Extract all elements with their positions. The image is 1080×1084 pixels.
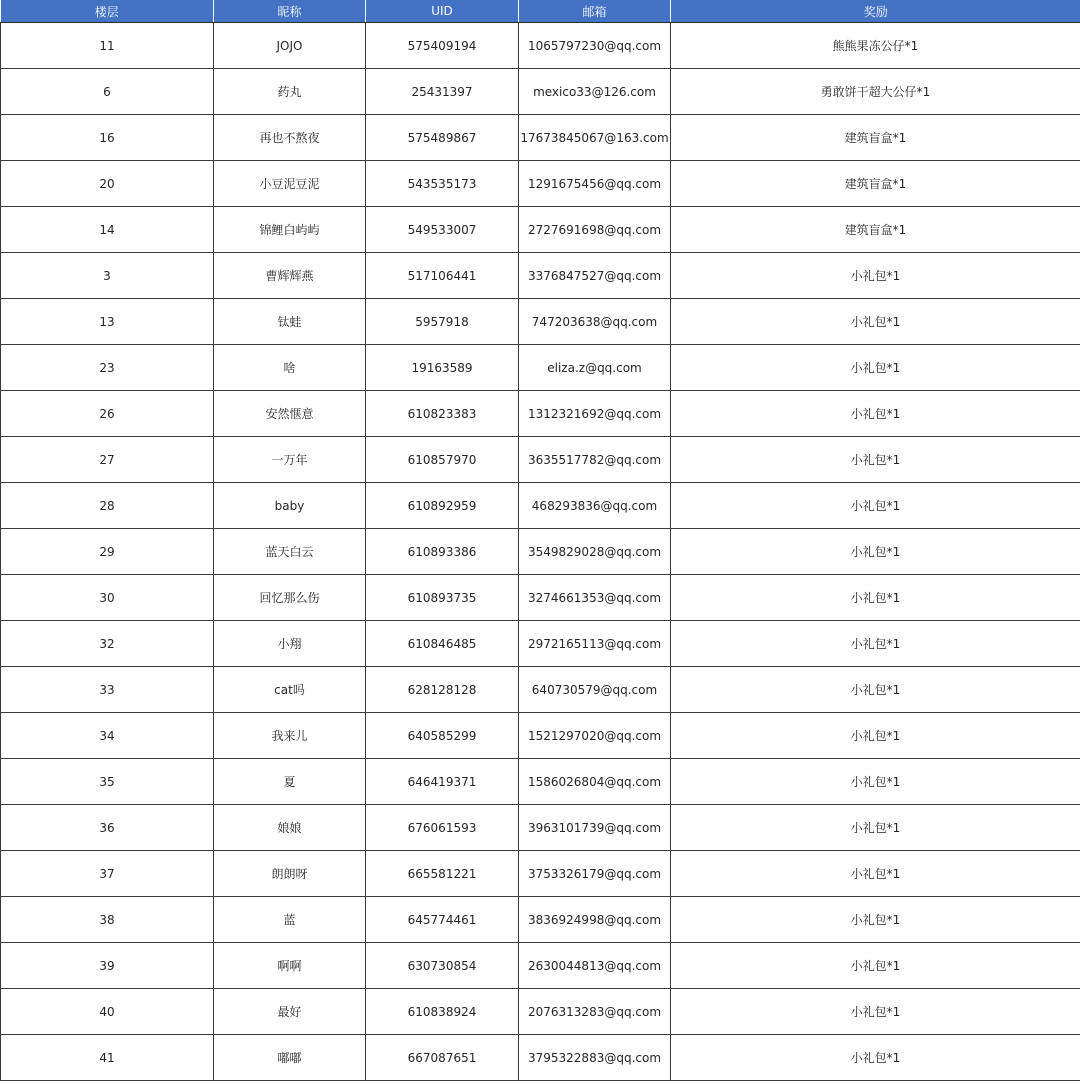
- uid-cell: 25431397: [366, 69, 519, 115]
- email-cell: 1521297020@qq.com: [519, 713, 671, 759]
- table-row: [1, 897, 1080, 943]
- table-body: [1, 23, 1080, 1081]
- email-cell: 747203638@qq.com: [519, 299, 671, 345]
- floor-cell: 33: [1, 667, 214, 713]
- floor-cell: 16: [1, 115, 214, 161]
- nickname-cell: 嘟嘟: [214, 1035, 366, 1081]
- column-header-floor: 楼层: [1, 0, 214, 23]
- floor-cell: 3: [1, 253, 214, 299]
- reward-cell: 小礼包*1: [671, 989, 1080, 1035]
- floor-cell: 36: [1, 805, 214, 851]
- table-row: [1, 253, 1080, 299]
- column-header-reward: 奖励: [671, 0, 1080, 23]
- table-row: [1, 943, 1080, 989]
- uid-cell: 610846485: [366, 621, 519, 667]
- nickname-cell: 安然惬意: [214, 391, 366, 437]
- uid-cell: 645774461: [366, 897, 519, 943]
- floor-cell: 40: [1, 989, 214, 1035]
- table-row: [1, 851, 1080, 897]
- column-header-uid: UID: [366, 0, 519, 23]
- email-cell: eliza.z@qq.com: [519, 345, 671, 391]
- email-cell: 2630044813@qq.com: [519, 943, 671, 989]
- email-cell: 3549829028@qq.com: [519, 529, 671, 575]
- email-cell: 17673845067@163.com: [519, 115, 671, 161]
- email-cell: 3836924998@qq.com: [519, 897, 671, 943]
- email-cell: mexico33@126.com: [519, 69, 671, 115]
- reward-cell: 小礼包*1: [671, 759, 1080, 805]
- table-row: [1, 759, 1080, 805]
- uid-cell: 575489867: [366, 115, 519, 161]
- uid-cell: 575409194: [366, 23, 519, 69]
- table-row: [1, 621, 1080, 667]
- email-cell: 1065797230@qq.com: [519, 23, 671, 69]
- uid-cell: 543535173: [366, 161, 519, 207]
- nickname-cell: 一万年: [214, 437, 366, 483]
- floor-cell: 29: [1, 529, 214, 575]
- table-row: [1, 299, 1080, 345]
- table-row: [1, 437, 1080, 483]
- uid-cell: 610892959: [366, 483, 519, 529]
- email-cell: 1312321692@qq.com: [519, 391, 671, 437]
- reward-cell: 小礼包*1: [671, 345, 1080, 391]
- table-row: [1, 575, 1080, 621]
- nickname-cell: 小豆泥豆泥: [214, 161, 366, 207]
- floor-cell: 39: [1, 943, 214, 989]
- email-cell: 3274661353@qq.com: [519, 575, 671, 621]
- nickname-cell: 药丸: [214, 69, 366, 115]
- uid-cell: 646419371: [366, 759, 519, 805]
- reward-cell: 小礼包*1: [671, 529, 1080, 575]
- uid-cell: 610838924: [366, 989, 519, 1035]
- nickname-cell: 最好: [214, 989, 366, 1035]
- nickname-cell: 再也不熬夜: [214, 115, 366, 161]
- table-row: [1, 115, 1080, 161]
- table-row: [1, 345, 1080, 391]
- floor-cell: 34: [1, 713, 214, 759]
- reward-cell: 熊熊果冻公仔*1: [671, 23, 1080, 69]
- table-row: [1, 1035, 1080, 1081]
- floor-cell: 27: [1, 437, 214, 483]
- table-row: [1, 713, 1080, 759]
- nickname-cell: 曹辉辉燕: [214, 253, 366, 299]
- nickname-cell: 夏: [214, 759, 366, 805]
- email-cell: 3963101739@qq.com: [519, 805, 671, 851]
- nickname-cell: 小翔: [214, 621, 366, 667]
- reward-cell: 勇敢饼干超大公仔*1: [671, 69, 1080, 115]
- nickname-cell: 啥: [214, 345, 366, 391]
- uid-cell: 676061593: [366, 805, 519, 851]
- uid-cell: 665581221: [366, 851, 519, 897]
- uid-cell: 610857970: [366, 437, 519, 483]
- reward-cell: 建筑盲盒*1: [671, 115, 1080, 161]
- uid-cell: 610893386: [366, 529, 519, 575]
- email-cell: 3753326179@qq.com: [519, 851, 671, 897]
- reward-cell: 小礼包*1: [671, 851, 1080, 897]
- table-row: [1, 805, 1080, 851]
- uid-cell: 630730854: [366, 943, 519, 989]
- reward-cell: 小礼包*1: [671, 713, 1080, 759]
- floor-cell: 28: [1, 483, 214, 529]
- email-cell: 3795322883@qq.com: [519, 1035, 671, 1081]
- email-cell: 2076313283@qq.com: [519, 989, 671, 1035]
- table-row: [1, 529, 1080, 575]
- table-row: [1, 483, 1080, 529]
- table-row: [1, 161, 1080, 207]
- reward-cell: 小礼包*1: [671, 575, 1080, 621]
- email-cell: 2727691698@qq.com: [519, 207, 671, 253]
- email-cell: 3376847527@qq.com: [519, 253, 671, 299]
- floor-cell: 37: [1, 851, 214, 897]
- floor-cell: 13: [1, 299, 214, 345]
- table-row: [1, 207, 1080, 253]
- floor-cell: 30: [1, 575, 214, 621]
- reward-cell: 小礼包*1: [671, 253, 1080, 299]
- table-row: [1, 391, 1080, 437]
- nickname-cell: cat吗: [214, 667, 366, 713]
- email-cell: 1291675456@qq.com: [519, 161, 671, 207]
- reward-cell: 小礼包*1: [671, 1035, 1080, 1081]
- nickname-cell: 蓝天白云: [214, 529, 366, 575]
- floor-cell: 41: [1, 1035, 214, 1081]
- email-cell: 640730579@qq.com: [519, 667, 671, 713]
- uid-cell: 610893735: [366, 575, 519, 621]
- reward-cell: 小礼包*1: [671, 483, 1080, 529]
- floor-cell: 26: [1, 391, 214, 437]
- nickname-cell: 锦鲤白屿屿: [214, 207, 366, 253]
- floor-cell: 38: [1, 897, 214, 943]
- reward-cell: 小礼包*1: [671, 621, 1080, 667]
- floor-cell: 20: [1, 161, 214, 207]
- table-row: [1, 23, 1080, 69]
- reward-cell: 建筑盲盒*1: [671, 161, 1080, 207]
- floor-cell: 23: [1, 345, 214, 391]
- column-header-nickname: 昵称: [214, 0, 366, 23]
- nickname-cell: 回忆那么伤: [214, 575, 366, 621]
- reward-cell: 小礼包*1: [671, 667, 1080, 713]
- nickname-cell: 我来儿: [214, 713, 366, 759]
- email-cell: 1586026804@qq.com: [519, 759, 671, 805]
- nickname-cell: 蓝: [214, 897, 366, 943]
- floor-cell: 11: [1, 23, 214, 69]
- nickname-cell: JOJO: [214, 23, 366, 69]
- reward-cell: 小礼包*1: [671, 805, 1080, 851]
- floor-cell: 32: [1, 621, 214, 667]
- uid-cell: 19163589: [366, 345, 519, 391]
- table-header: [1, 0, 1080, 23]
- table-row: [1, 667, 1080, 713]
- email-cell: 3635517782@qq.com: [519, 437, 671, 483]
- reward-cell: 建筑盲盒*1: [671, 207, 1080, 253]
- nickname-cell: 娘娘: [214, 805, 366, 851]
- uid-cell: 5957918: [366, 299, 519, 345]
- nickname-cell: 朗朗呀: [214, 851, 366, 897]
- floor-cell: 6: [1, 69, 214, 115]
- reward-cell: 小礼包*1: [671, 897, 1080, 943]
- floor-cell: 35: [1, 759, 214, 805]
- uid-cell: 610823383: [366, 391, 519, 437]
- floor-cell: 14: [1, 207, 214, 253]
- email-cell: 468293836@qq.com: [519, 483, 671, 529]
- reward-cell: 小礼包*1: [671, 299, 1080, 345]
- nickname-cell: 啊啊: [214, 943, 366, 989]
- nickname-cell: baby: [214, 483, 366, 529]
- uid-cell: 517106441: [366, 253, 519, 299]
- column-header-email: 邮箱: [519, 0, 671, 23]
- nickname-cell: 钛蛙: [214, 299, 366, 345]
- uid-cell: 549533007: [366, 207, 519, 253]
- email-cell: 2972165113@qq.com: [519, 621, 671, 667]
- table-row: [1, 69, 1080, 115]
- uid-cell: 667087651: [366, 1035, 519, 1081]
- reward-cell: 小礼包*1: [671, 437, 1080, 483]
- table-row: [1, 989, 1080, 1035]
- reward-cell: 小礼包*1: [671, 391, 1080, 437]
- uid-cell: 640585299: [366, 713, 519, 759]
- header-row: [1, 0, 1080, 23]
- uid-cell: 628128128: [366, 667, 519, 713]
- reward-cell: 小礼包*1: [671, 943, 1080, 989]
